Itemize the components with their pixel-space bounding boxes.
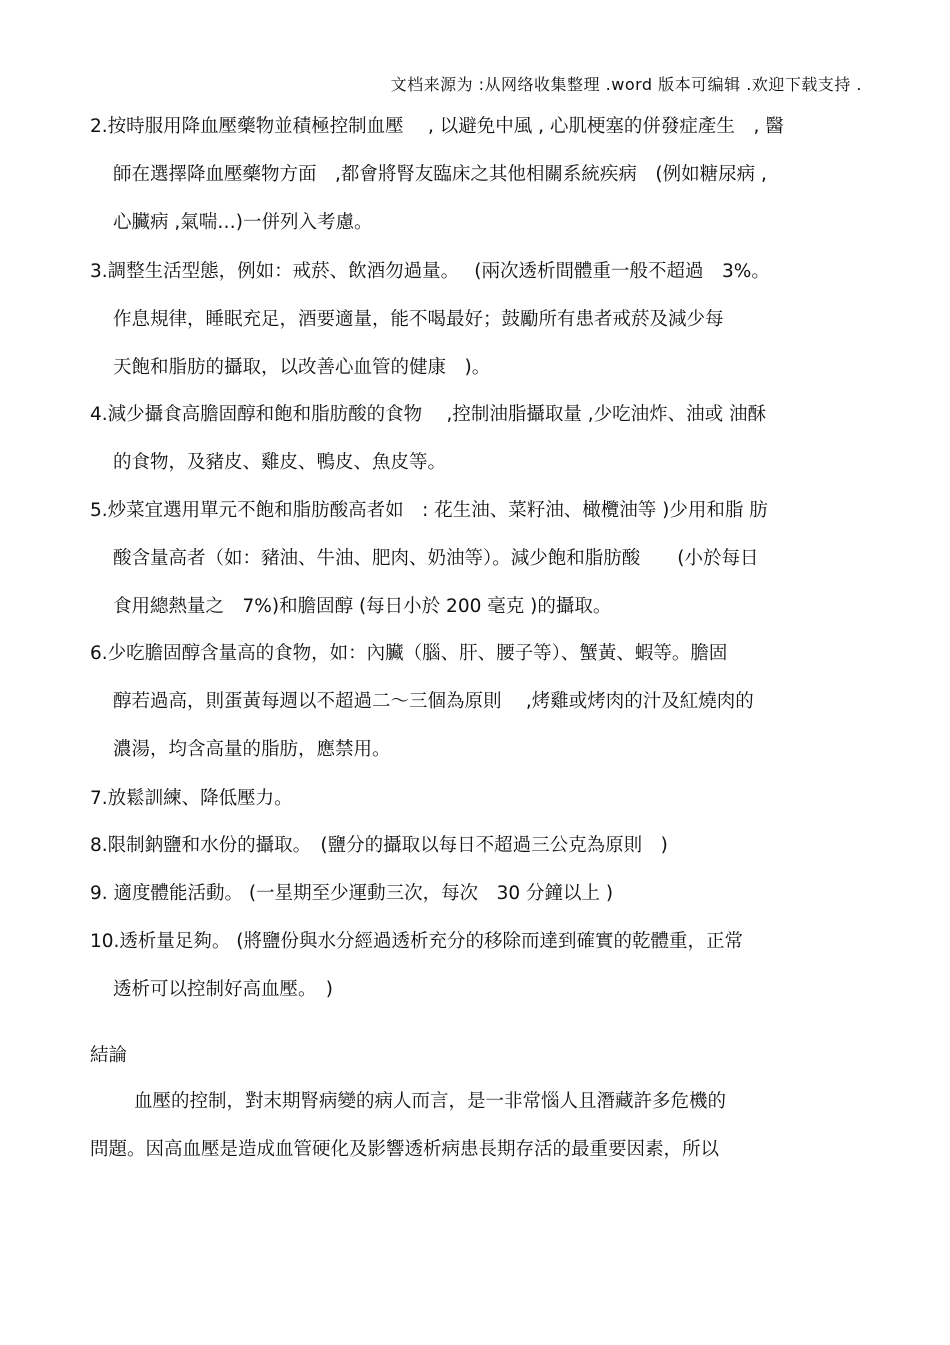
list-item <box>90 487 870 631</box>
item-line: 10.透析量足夠。 (將鹽份與水分經過透析充分的移除而達到確實的乾體重，正常 <box>90 931 744 952</box>
item-line: 醇若過高，則蛋黃每週以不超過二～三個為原則 ,烤雞或烤肉的汁及紅燒肉的 <box>113 691 754 712</box>
item-line: 濃湯，均含高量的脂肪，應禁用。 <box>113 739 391 760</box>
item-line: 食用總熱量之 7%)和膽固醇 (每日小於 200 毫克 )的攝取。 <box>113 596 612 617</box>
list-item <box>90 822 870 870</box>
item-line: 心臟病 ,氣喘…)一併列入考慮。 <box>113 212 373 233</box>
item-line: 9. 適度體能活動。 (一星期至少運動三次，每次 30 分鐘以上 ) <box>90 883 614 904</box>
paragraph-line: 問題。因高血壓是造成血管硬化及影響透析病患長期存活的最重要因素，所以 <box>90 1139 720 1160</box>
list-item <box>90 248 870 392</box>
item-line: 作息規律，睡眠充足，酒要適量，能不喝最好；鼓勵所有患者戒菸及減少每 <box>113 309 724 330</box>
item-line: 2.按時服用降血壓藥物並積極控制血壓 , 以避免中風 , 心肌梗塞的併發症產生 , 醫 <box>90 116 784 137</box>
paragraph-line: 血壓的控制，對末期腎病變的病人而言，是一非常惱人且潛藏許多危機的 <box>134 1091 727 1112</box>
item-line: 酸含量高者（如：豬油、牛油、肥肉、奶油等）。減少飽和脂肪酸 (小於每日 <box>113 548 759 569</box>
section-title-conclusion: 結論 <box>90 1045 128 1066</box>
list-item <box>90 870 870 918</box>
list-item <box>90 775 870 823</box>
item-line: 8.限制鈉鹽和水份的攝取。 (鹽分的攝取以每日不超過三公克為原則 ) <box>90 835 668 856</box>
source-note: 文档来源为 :从网络收集整理 .word 版本可编辑 .欢迎下载支持 . <box>390 75 862 94</box>
item-line: 透析可以控制好高血壓。 ) <box>113 979 333 1000</box>
item-line: 6.少吃膽固醇含量高的食物，如：內臟（腦、肝、腰子等）、蟹黃、蝦等。膽固 <box>90 643 728 664</box>
item-line: 3.調整生活型態，例如：戒菸、飲酒勿過量。 (兩次透析間體重一般不超過 3%。 <box>90 261 770 282</box>
list-item <box>90 630 870 774</box>
list-item <box>90 391 870 487</box>
item-line: 師在選擇降血壓藥物方面 ,都會將腎友臨床之其他相關系統疾病 (例如糖尿病 , <box>113 164 767 185</box>
list-item <box>90 918 870 1014</box>
list-item <box>90 103 870 247</box>
item-line: 4.減少攝食高膽固醇和飽和脂肪酸的食物 ,控制油脂攝取量 ,少吃油炸、油或 油酥 <box>90 404 767 425</box>
conclusion-paragraph <box>90 1078 870 1174</box>
item-line: 7.放鬆訓練、降低壓力。 <box>90 788 293 809</box>
item-line: 5.炒菜宜選用單元不飽和脂肪酸高者如 : 花生油、菜籽油、橄欖油等 )少用和脂 肪 <box>90 500 768 521</box>
item-line: 的食物，及豬皮、雞皮、鴨皮、魚皮等。 <box>113 452 447 473</box>
item-line: 天飽和脂肪的攝取，以改善心血管的健康 )。 <box>113 357 491 378</box>
